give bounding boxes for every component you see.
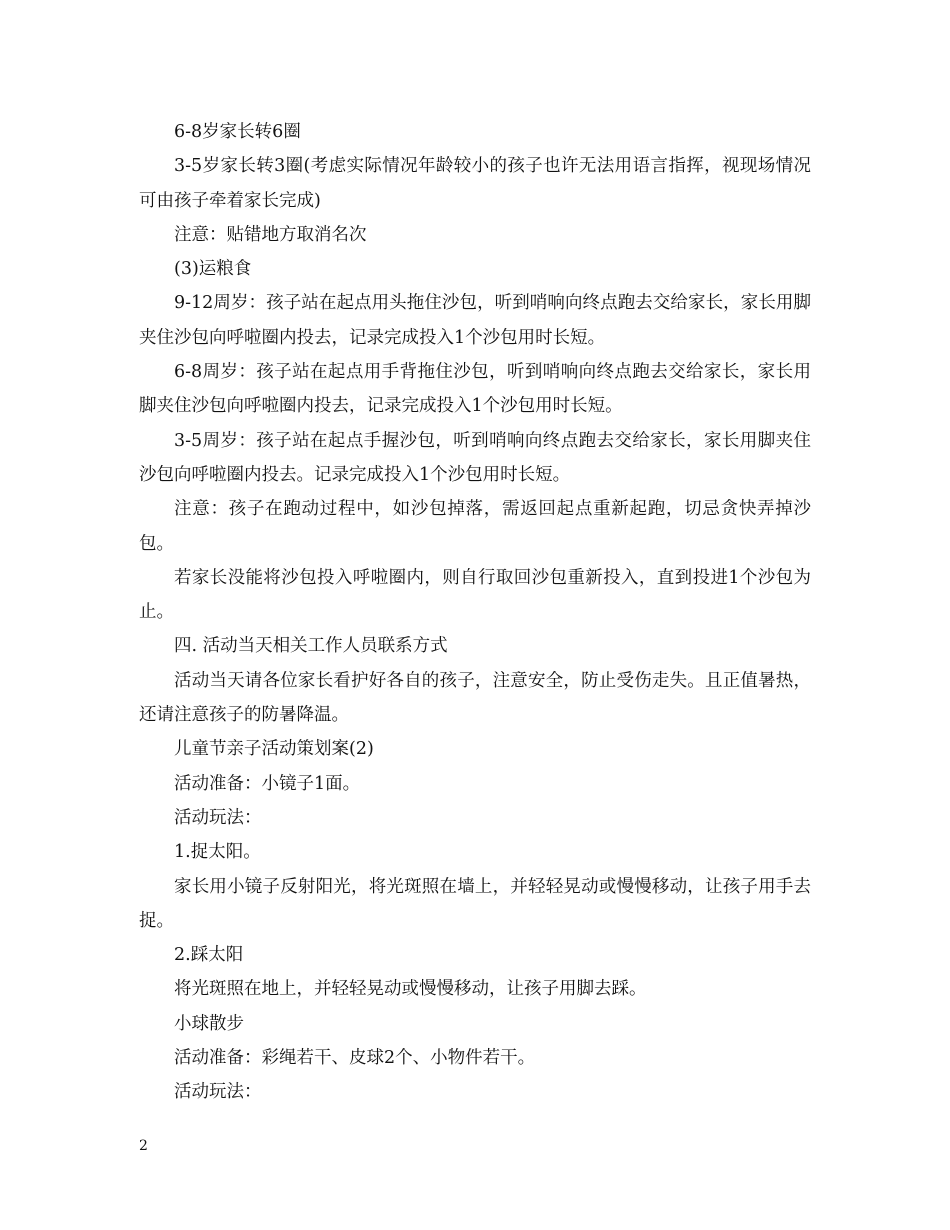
paragraph: 注意：孩子在跑动过程中，如沙包掉落，需返回起点重新起跑，切忌贪快弄掉沙包。 xyxy=(139,499,811,554)
paragraph: 注意：贴错地方取消名次 xyxy=(174,224,367,245)
paragraph: 3-5岁家长转3圈(考虑实际情况年龄较小的孩子也许无法用语言指挥，视现场情况可由孩子牵着家长完成) xyxy=(139,156,811,211)
paragraph: 6-8周岁：孩子站在起点用手背拖住沙包，听到哨响向终点跑去交给家长，家长用脚夹住沙包向呼啦圈内投去，记录完成投入1个沙包用时长短。 xyxy=(139,362,811,417)
paragraph: 若家长没能将沙包投入呼啦圈内，则自行取回沙包重新投入，直到投进1个沙包为止。 xyxy=(139,567,811,623)
paragraph: 活动玩法： xyxy=(174,807,262,828)
paragraph: 将光斑照在地上，并轻轻晃动或慢慢移动，让孩子用脚去踩。 xyxy=(174,979,647,1000)
section-heading: 儿童节亲子活动策划案(2) xyxy=(174,739,374,760)
section-heading: (3)运粮食 xyxy=(174,259,252,280)
page-number: 2 xyxy=(139,1138,148,1154)
paragraph: 9-12周岁：孩子站在起点用头拖住沙包，听到哨响向终点跑去交给家长，家长用脚夹住沙包向呼啦圈内投去，记录完成投入1个沙包用时长短。 xyxy=(139,293,811,348)
section-heading: 2.踩太阳 xyxy=(174,945,244,966)
paragraph: 活动准备：彩绳若干、皮球2个、小物件若干。 xyxy=(174,1048,536,1069)
document-body xyxy=(139,115,811,1110)
section-heading: 1.捉太阳。 xyxy=(174,842,261,863)
paragraph: 3-5周岁：孩子站在起点手握沙包，听到哨响向终点跑去交给家长，家长用脚夹住沙包向呼啦圈内投去。记录完成投入1个沙包用时长短。 xyxy=(139,430,811,485)
paragraph: 家长用小镜子反射阳光，将光斑照在墙上，并轻轻晃动或慢慢移动，让孩子用手去捉。 xyxy=(139,876,811,931)
paragraph: 活动当天请各位家长看护好各自的孩子，注意安全，防止受伤走失。且正值暑热，还请注意孩子的防暑降温。 xyxy=(139,670,811,726)
section-heading: 四. 活动当天相关工作人员联系方式 xyxy=(174,636,448,657)
paragraph: 6-8岁家长转6圈 xyxy=(174,122,301,142)
paragraph: 活动准备：小镜子1面。 xyxy=(174,773,361,794)
paragraph: 活动玩法： xyxy=(174,1082,262,1103)
section-heading: 小球散步 xyxy=(174,1013,244,1034)
